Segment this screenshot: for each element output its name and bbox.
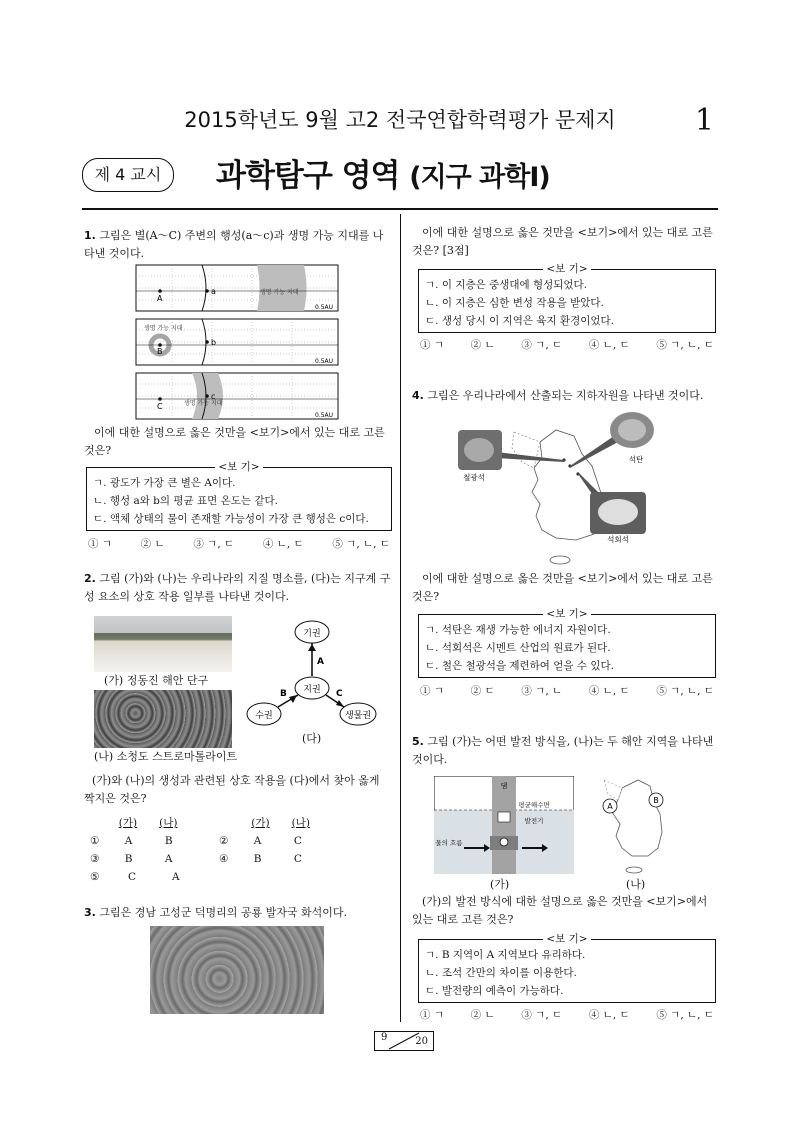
q2-stem xyxy=(84,570,392,606)
q5-prompt: (가)의 발전 방식에 대한 설명으로 옳은 것만을 <보기>에서 있는 대로 고른 것은? xyxy=(412,895,708,926)
q3-prompt: 이에 대한 설명으로 옳은 것만을 <보기>에서 있는 대로 고른 것은? [3점] xyxy=(412,226,713,257)
q5-item: ㄴ. 조석 간만의 차이를 이용한다. xyxy=(425,967,577,979)
q3-option[interactable]: ⑤ ㄱ, ㄴ, ㄷ xyxy=(656,339,714,351)
column-divider xyxy=(400,214,401,1022)
q5-caption-na: (나) xyxy=(626,878,646,891)
q1-option[interactable]: ① ㄱ xyxy=(88,538,112,550)
q4-option[interactable]: ③ ㄱ, ㄴ xyxy=(521,685,563,697)
q2-answer-row[interactable]: ① A B ② A C xyxy=(90,835,302,847)
q2-answer-row[interactable]: ⑤ C A xyxy=(90,871,180,883)
coastal-terrace-photo xyxy=(94,616,232,672)
q5-choices-box: <보 기> ㄱ. B 지역이 A 지역보다 유리하다. ㄴ. 조석 간만의 차이를 이용한다. ㄷ. 발전량의 예측이 가능하다. xyxy=(418,939,716,1003)
label-mean-sea-level: 평균해수면 xyxy=(518,801,550,809)
turbine xyxy=(500,838,508,846)
planet-c-label: c xyxy=(211,392,216,401)
q4-option[interactable]: ④ ㄴ, ㄷ xyxy=(588,685,630,697)
q4-prompt: 이에 대한 설명으로 옳은 것만을 <보기>에서 있는 대로 고른 것은? xyxy=(412,572,713,603)
q1-options xyxy=(88,536,390,551)
node-geosphere: 지권 xyxy=(303,685,321,695)
label-coal: 석탄 xyxy=(628,455,644,464)
q2-head-ga: (가) xyxy=(118,817,138,829)
q3-option[interactable]: ④ ㄴ, ㄷ xyxy=(588,339,630,351)
q5-stem-text: 그림 (가)는 어떤 발전 방식을, (나)는 두 해안 지역을 나타낸 것이다. xyxy=(412,735,714,766)
q5-stem xyxy=(412,733,718,769)
header-rule xyxy=(82,208,718,210)
q3-option[interactable]: ③ ㄱ, ㄷ xyxy=(521,339,563,351)
q1-option[interactable]: ② ㄴ xyxy=(140,538,165,550)
q3-item: ㄱ. 이 지층은 중생대에 형성되었다. xyxy=(425,279,588,291)
q1-number: 1. xyxy=(84,229,96,242)
q5-option[interactable]: ④ ㄴ, ㄷ xyxy=(588,1009,630,1021)
q5-number: 5. xyxy=(412,735,424,748)
q4-option[interactable]: ⑤ ㄱ, ㄴ, ㄷ xyxy=(656,685,714,697)
arrow-label-a: A xyxy=(317,657,324,667)
label-iron-ore: 철광석 xyxy=(463,473,485,482)
q4-options xyxy=(420,683,714,698)
habitable-zone-diagram xyxy=(132,264,340,420)
q2-answer-row[interactable]: ③ B A ④ B C xyxy=(90,853,302,865)
stromatolite-photo xyxy=(94,690,232,748)
scale-label-a: 0.5AU xyxy=(315,304,334,311)
q1-prompt: 이에 대한 설명으로 옳은 것만을 <보기>에서 있는 대로 고른 것은? xyxy=(84,426,385,457)
q1-stem-text: 그림은 별(A～C) 주변의 행성(a～c)과 생명 가능 지대를 나타낸 것이다. xyxy=(84,229,384,260)
planet-b-label: b xyxy=(211,338,217,347)
star-a-label: A xyxy=(157,294,163,303)
label-site-b: B xyxy=(653,796,659,805)
current-page: 9 xyxy=(381,1032,388,1043)
earth-system-diagram xyxy=(244,618,380,738)
zone-label-b: 생명 가능 지대 xyxy=(144,325,183,332)
subject-sub: (지구 과학Ⅰ) xyxy=(409,162,550,193)
q2-head-na: (나) xyxy=(291,817,310,829)
q1-stem xyxy=(84,227,392,263)
coastal-sites-map xyxy=(594,772,674,876)
q2-head-ga: (가) xyxy=(251,817,270,829)
subject-title xyxy=(216,150,550,195)
arrow-label-b: B xyxy=(280,689,287,699)
q3-option[interactable]: ① ㄱ xyxy=(420,339,444,351)
q3-option[interactable]: ② ㄴ xyxy=(470,339,495,351)
mineral-resources-map xyxy=(452,412,672,568)
q2-answer-table xyxy=(90,814,330,886)
zone-label-a: 생명 가능 지대 xyxy=(260,289,299,296)
label-limestone: 석회석 xyxy=(607,535,629,544)
q3-number: 3. xyxy=(84,906,96,919)
q1-option[interactable]: ⑤ ㄱ, ㄴ, ㄷ xyxy=(332,538,390,550)
panel-b xyxy=(136,319,338,365)
q2-caption-na: (나) 소청도 스트로마톨라이트 xyxy=(94,750,238,763)
q1-choices-box xyxy=(86,461,392,531)
q3-stem xyxy=(84,904,392,922)
label-site-a: A xyxy=(607,802,613,811)
q5-option[interactable]: ⑤ ㄱ, ㄴ, ㄷ xyxy=(656,1009,714,1021)
q1-item: ㄴ. 행성 a와 b의 평균 표면 온도는 같다. xyxy=(93,495,279,507)
q5-option[interactable]: ① ㄱ xyxy=(420,1009,444,1021)
q3-stem-text: 그림은 경남 고성군 덕명리의 공룡 발자국 화석이다. xyxy=(99,906,347,919)
q3-item: ㄴ. 이 지층은 심한 변성 작용을 받았다. xyxy=(425,297,604,309)
scale-label-c: 0.5AU xyxy=(315,412,334,419)
q1-option[interactable]: ④ ㄴ, ㄷ xyxy=(262,538,304,550)
exam-title: 2015학년도 9월 고2 전국연합학력평가 문제지 xyxy=(184,108,616,132)
q5-options xyxy=(420,1007,714,1022)
scale-label-b: 0.5AU xyxy=(315,358,334,365)
dinosaur-track-photo xyxy=(150,926,324,1014)
q4-item: ㄱ. 석탄은 재생 가능한 에너지 자원이다. xyxy=(425,624,611,636)
q4-number: 4. xyxy=(412,389,424,402)
q4-option[interactable]: ① ㄱ xyxy=(420,685,444,697)
total-pages: 20 xyxy=(415,1036,428,1047)
q5-option[interactable]: ③ ㄱ, ㄷ xyxy=(521,1009,563,1021)
q2-caption-da: (다) xyxy=(302,732,322,745)
node-atmosphere: 기권 xyxy=(303,629,321,639)
planet-a-label: a xyxy=(211,287,216,296)
panel-c xyxy=(136,373,338,419)
q5-item: ㄷ. 발전량의 예측이 가능하다. xyxy=(425,985,564,997)
star-c-label: C xyxy=(157,402,163,411)
q4-item: ㄷ. 철은 철광석을 제련하여 얻을 수 있다. xyxy=(425,660,614,672)
q4-stem-text: 그림은 우리나라에서 산출되는 지하자원을 나타낸 것이다. xyxy=(427,389,704,402)
q2-stem-text: 그림 (가)와 (나)는 우리나라의 지질 명소를, (다)는 지구계 구성 요소의 상호 작용 일부를 나타낸 것이다. xyxy=(84,572,391,603)
label-generator: 발전기 xyxy=(524,817,544,825)
label-dam: 댐 xyxy=(500,782,508,790)
q5-item: ㄱ. B 지역이 A 지역보다 유리하다. xyxy=(425,949,586,961)
q1-box-title: <보 기> xyxy=(87,460,391,474)
arrow-label-c: C xyxy=(336,689,343,699)
q2-number: 2. xyxy=(84,572,96,585)
q4-option[interactable]: ② ㄷ xyxy=(470,685,495,697)
q3-options xyxy=(420,337,714,352)
label-water-flow: 물의 흐름 xyxy=(435,839,463,847)
node-biosphere: 생물권 xyxy=(344,711,372,721)
q5-option[interactable]: ② ㄴ xyxy=(470,1009,495,1021)
q2-caption-ga: (가) 정동진 해안 단구 xyxy=(104,674,209,687)
period-badge: 제 4 교시 xyxy=(82,158,174,192)
q2-prompt: (가)와 (나)의 생성과 관련된 상호 작용을 (다)에서 찾아 옳게 짝지은 것은? xyxy=(84,774,380,805)
q5-caption-ga: (가) xyxy=(490,878,510,891)
zone-label-c: 생명 가능 지대 xyxy=(184,400,223,407)
q4-item: ㄴ. 석회석은 시멘트 산업의 원료가 된다. xyxy=(425,642,611,654)
tidal-power-diagram xyxy=(434,776,574,874)
q1-option[interactable]: ③ ㄱ, ㄷ xyxy=(193,538,235,550)
star-b-label: B xyxy=(157,347,163,356)
q3-item: ㄷ. 생성 당시 이 지역은 육지 환경이었다. xyxy=(425,315,614,327)
subject-main: 과학탐구 영역 xyxy=(216,158,400,194)
page-counter xyxy=(374,1031,434,1051)
q3-choices-box: <보 기> ㄱ. 이 지층은 중생대에 형성되었다. ㄴ. 이 지층은 심한 변성 작용을 받았다. ㄷ. 생성 당시 이 지역은 육지 환경이었다. xyxy=(418,269,716,333)
q1-item: ㄷ. 액체 상태의 물이 존재할 가능성이 가장 큰 행성은 c이다. xyxy=(93,513,369,525)
panel-a xyxy=(136,265,338,311)
node-hydrosphere: 수권 xyxy=(255,711,273,721)
q2-head-na: (나) xyxy=(159,817,178,829)
q1-item: ㄱ. 광도가 가장 큰 별은 A이다. xyxy=(93,477,236,489)
q4-stem xyxy=(412,387,718,405)
page-number: 1 xyxy=(694,103,714,138)
q4-choices-box: <보 기> ㄱ. 석탄은 재생 가능한 에너지 자원이다. ㄴ. 석회석은 시멘트 산업의 원료가 된다. ㄷ. 철은 철광석을 제련하여 얻을 수 있다. xyxy=(418,614,716,678)
